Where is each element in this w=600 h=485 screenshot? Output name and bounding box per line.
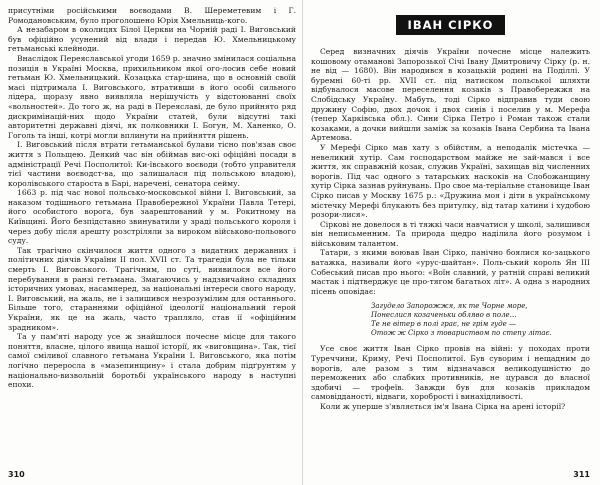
paragraph: присутніми російськими воєводами В. Шереметевим і Г. Ромодановським, було проголошено Юрія Хмельниць-кого. xyxy=(8,6,296,25)
chapter-title-text: ІВАН СІРКО xyxy=(396,15,506,35)
page-number: 310 xyxy=(8,470,25,479)
paragraph: Внаслідок Переяславської угоди 1659 р. значно змінилася соціальна позиція в Україні Москва, прихильником якої ого-лосив себе новий гетьман Ю. Хмельницький. Козацька стар-шина, що в основній своїй масі підтримала І. Виговського, втративши в його особі сильного лідера, щоразу явно виявляла нерішучість у відстоюванні своїх «вольностей». До того ж, на раді в Переяславі, де було прийнято ряд дискримінацій-них щодо України статей, були відсутні такі авторитетні державні діячі, як полковники І. Богун, М. Ханенко, О. Гоголь та інші, котрі могли вплинути на прийняття рішень. xyxy=(8,53,296,140)
poem-line: Отож ж Сірко з товариством по степу літає. xyxy=(371,329,552,338)
poem-line: Загудело Запорожжя, як те Чорне море, xyxy=(371,302,528,311)
paragraph: Серед визначних діячів України почесне місце належить кошовому отаманові Запорозької Січі Івану Дмитровичу Сірку (р. н. не від — 1680). Він народився в козацькій родині на Поділлі. У буремні 60-ті рр. XVII ст. під натиском польської шляхти відбувалося масове переселення козаків з Правобережжя на Слобідську Україну. Мабуть, тоді Сірко відправив туди свою дружину Софію, двох дочок і двох синів і поселив у м. Мерефа (тепер Харківська обл.). Сини Сірка Петро і Роман також стали козаками, а дочки вийшли заміж за козаків Івана Сербина та Івана Артемова. xyxy=(311,47,590,143)
paragraph: 1663 р. під час нової польсько-московської війни І. Виговський, за наказом тодішнього гетьмана Правобережної України Павла Тетері, його особистого ворога, був заарештований у м. Рокитному на Київщині. Його безпідставно звинуватили у зраді польського короля і через добу після арешту розстріляли за вироком військово-польового суду. xyxy=(8,188,296,246)
paragraph: Так трагічно скінчилося життя одного з видатних державних і політичних діячів України II пол. XVII ст. Та трагедія була не тільки смерть І. Виговського. Трагічним, по суті, виявилося все його перебування в ранзі гетьмана. Змагаючись у надзвичайно складних історичних умовах, насамперед, за національні інтереси свого народу, І. Виговський, на жаль, не і залишився незрозумілим для останнього. Більше того, стараннями офіційної ідеології національний герой України, як це на жаль, часто трапляло, став ії «офіційним зрадником». xyxy=(8,245,296,332)
right-page xyxy=(302,0,600,485)
poem-line: Те не вітер в полі грає, не грім гуде — xyxy=(371,320,516,329)
page-number: 311 xyxy=(573,470,590,479)
paragraph: І. Виговський після втрати гетьманської булави тісно пов'язав своє життя з Польщею. Деякий час він обіймав вис-окі офіційні посади в адміністрації Речі Посполитої: Ки-ївського воєводи (тобто управителя тієї частини воєводст-ва, що залишалася під польською владою), королівського староста в Барі, наречені, сенатора сейму. xyxy=(8,140,296,188)
song-quote xyxy=(371,302,590,338)
poem-line: Понеслися козаченьки обляво в поле… xyxy=(371,311,517,320)
paragraph: Усе своє життя Іван Сірко провів на війні: у походах проти Туреччини, Криму, Речі Посполитої. Був суворим і нещадним до ворогів, але разом з тим відзначався великодушністю до переможених або слабких противників, не цурався до власної здобичі — трофеїв. Завжди був для козаків прикладом самовідданості, відваги, хоробрості і винахідливості. xyxy=(311,344,590,402)
chapter-title xyxy=(311,14,590,35)
paragraph: У Мерефі Сірко мав хату з обійстям, а неподалік містечка — невеликий хутір. Сам господарством майже не зай-мався і все життя, як справжній козак, служив Україні, захищав від численних ворогів. Під час одного з татарських наскоків на Слобожанщину хутір Сірка зазнав руйнувань. Про свое ма-теріальне становище Іван Сірко писав у Москву 1675 р.: «Дружина моя і діти в українському містечку Мерефі блукають без притулку, від татар хатини і худобою розори-лися». xyxy=(311,142,590,220)
paragraph: Коли ж уперше з'являється ім'я Івана Сірка на арені історії? xyxy=(320,402,566,411)
paragraph: А незабаром в околицях Білої Церкви на Чорній раді І. Виговський був офіційно усунений від влади і передав Ю. Хмельницькому гетьманські клейноди. xyxy=(8,25,296,54)
paragraph: Та у пам'яті народу усе ж знайшлося почесне місце для такого поняття, власне, цілого явища нашої історії, як «виговщина». Так, тієї самої сміливої славного гетьмана України І. Виговського, яка потім логічно переросла в «мазепинщину» і стала добрим підґрунтям у національно-визвольній боротьбі українського народу в наступні епохи. xyxy=(8,332,296,390)
paragraph: Татари, з якими воював Іван Сірко, панічно боялися ко-зацького ватажка, називали його «урус-шайтан». Поль-ський король Ян III Собеський писав про нього: «Воїн славний, у ратній справі великий мастак і підтверджує це про-тягом багатьох літ». А одна з народних пісень оповідає: xyxy=(311,248,590,296)
paragraph: Сіркові не довелося в ті тяжкі часи навчатися у школі, залишився він неписьменним. Та природа щедро наділила його розумом і військовим талантом. xyxy=(311,219,590,248)
